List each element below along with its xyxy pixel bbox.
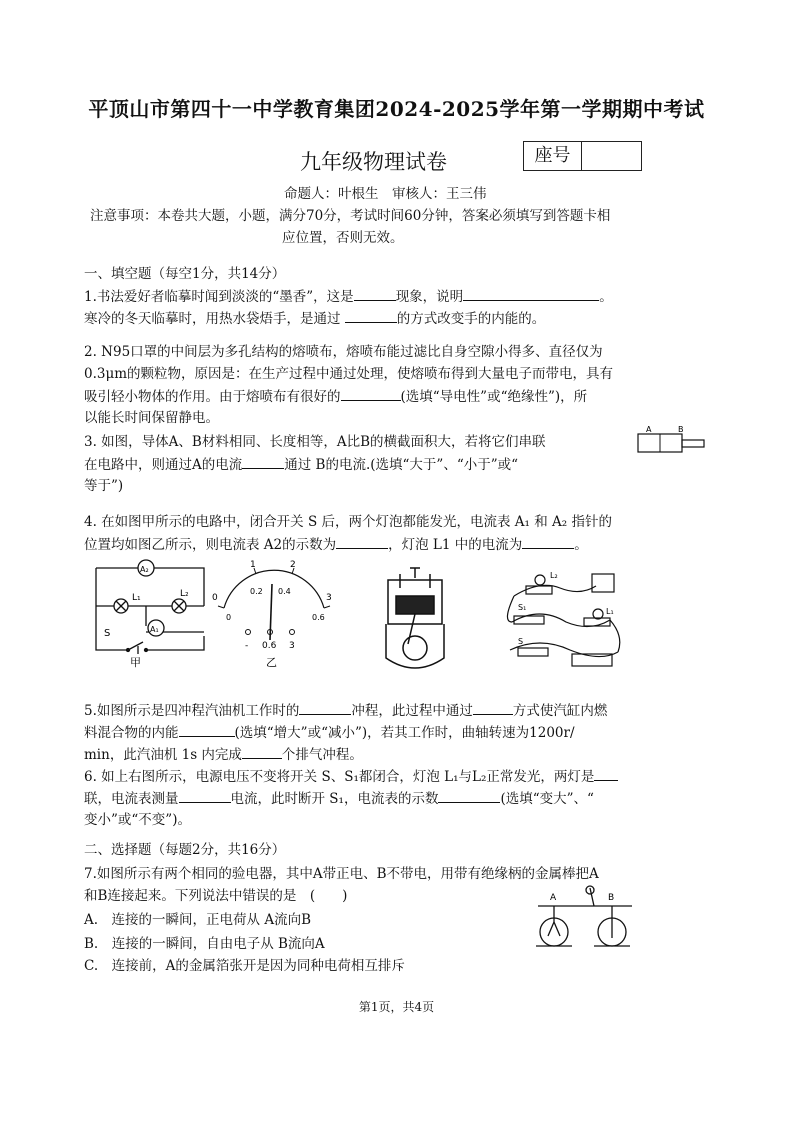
q3-text-a: 在电路中，则通过A的电流	[84, 457, 243, 473]
q2-text-a: 吸引轻小物体的作用。由于熔喷布有很好的	[84, 389, 341, 405]
q7-option-c: C. 连接前，A的金属箔张开是因为同种电荷相互排斥	[84, 958, 405, 974]
meter-bottom-0: 0	[226, 613, 232, 622]
q1-blank-2	[463, 286, 599, 301]
exam-subtitle: 九年级物理试卷	[300, 150, 447, 174]
q2-blank	[341, 386, 401, 401]
q4-text-b: ，灯泡 L1 中的电流为	[388, 537, 523, 553]
conductor-a-label: A	[646, 426, 652, 434]
q1-blank-3	[345, 308, 397, 323]
physical-circuit-figure	[500, 566, 628, 676]
meter-top-0: 0	[212, 593, 218, 603]
right-l1-label: L₁	[606, 607, 614, 616]
q6-text-d: (选填“变大”、“	[500, 791, 594, 807]
q1-text-e: 的方式改变手的内能的。	[396, 311, 546, 327]
right-l2-label: L₂	[550, 571, 558, 580]
terminal-neg: -	[245, 641, 249, 651]
q6-text-b: 联，电流表测量	[84, 791, 179, 807]
circuit-jia-label: 甲	[130, 656, 141, 668]
q6-line1	[84, 766, 618, 787]
engine-figure	[378, 566, 452, 678]
q5-text-f: min，此汽油机 1s 内完成	[84, 747, 242, 763]
q2-line2: 0.3μm的颗粒物，原因是：在生产过程中通过处理，使熔喷布得到大量电子而带电，具有	[84, 366, 614, 382]
conductor-b-label: B	[678, 426, 684, 434]
q3-text-b: 通过 B的电流.(选填“大于”、“小于”或“	[284, 457, 519, 473]
q6-blank-1	[594, 766, 618, 781]
q2-line1: 2. N95口罩的中间层为多孔结构的熔喷布，熔喷布能过滤比自身空隙小得多、直径仅为	[84, 344, 603, 360]
meter-bottom-2: 0.4	[278, 587, 291, 596]
q5-text-c: 方式使汽缸内燃	[512, 703, 608, 719]
q3-line3: 等于”)	[84, 478, 124, 494]
q7-option-a: A. 连接的一瞬间，正电荷从 A流向B	[84, 912, 312, 928]
terminal-06: 0.6	[262, 641, 277, 651]
electroscope-b-label: B	[608, 893, 615, 903]
section2-heading: 二、选择题（每题2分，共16分）	[84, 842, 286, 858]
q2-text-b: (选填“导电性”或“绝缘性”)，所	[400, 389, 588, 405]
q5-blank-2	[473, 700, 513, 715]
q7-option-b: B. 连接的一瞬间，自由电子从 B流向A	[84, 936, 325, 952]
conductor-figure	[630, 426, 710, 462]
electroscope-a-label: A	[550, 893, 557, 903]
notice-line-1: 注意事项：本卷共大题，小题，满分70分，考试时间60分钟，答案必须填写到答题卡相	[90, 208, 611, 224]
lamp-l2-label: L₂	[180, 589, 189, 599]
switch-s-label: S	[104, 628, 111, 639]
ammeter-yi-figure	[212, 560, 336, 670]
authors-line: 命题人：叶根生 审核人：王三伟	[284, 186, 487, 202]
q4-line1: 4. 在如图甲所示的电路中，闭合开关 S 后，两个灯泡都能发光，电流表 A₁ 和 A₂ 指针的	[84, 514, 612, 530]
q5-text-d: 料混合物的内能	[84, 725, 179, 741]
conductor-b-body	[682, 440, 704, 447]
q5-line2	[84, 722, 575, 743]
q3-line1: 3. 如图，导体A、B材料相同、长度相等，A比B的横截面积大，若将它们串联	[84, 434, 546, 450]
page-number: 第1页，共4页	[358, 1000, 435, 1014]
q6-text-c: 电流，此时断开 S₁，电流表的示数	[230, 791, 439, 807]
meter-bottom-3: 0.6	[312, 613, 325, 622]
q5-line1	[84, 700, 607, 721]
q4-blank-1	[336, 534, 388, 549]
seat-number-box	[523, 141, 642, 171]
electroscope-figure	[524, 884, 648, 954]
meter-top-3: 3	[326, 593, 332, 603]
q6-blank-3	[438, 788, 500, 803]
right-s-label: S	[518, 637, 524, 646]
notice-line-2: 应位置，否则无效。	[282, 230, 404, 246]
q5-blank-3	[179, 722, 235, 737]
seat-label: 座号	[524, 142, 582, 170]
meter-yi-label: 乙	[266, 656, 277, 669]
q6-line2	[84, 788, 594, 809]
q1-text-c: 。	[599, 289, 613, 305]
q4-line2	[84, 534, 588, 555]
circuit-jia-figure	[88, 556, 212, 668]
q4-blank-2	[522, 534, 574, 549]
meter-top-2: 2	[290, 560, 296, 570]
q5-text-e: (选填“增大”或“减小”)，若其工作时，曲轴转速为1200r/	[234, 725, 575, 741]
q3-line2	[84, 454, 518, 475]
exam-title: 平顶山市第四十一中学教育集团2024-2025学年第一学期期中考试	[88, 97, 705, 121]
q1-line2	[84, 308, 545, 329]
ammeter-a2-label: A₂	[140, 565, 149, 574]
q5-line3	[84, 744, 363, 765]
terminal-3: 3	[289, 641, 295, 651]
q4-text-c: 。	[574, 537, 588, 553]
q5-blank-1	[299, 700, 351, 715]
meter-bottom-1: 0.2	[250, 587, 263, 596]
lamp-l1-label: L₁	[132, 593, 141, 603]
q6-line3: 变小”或“不变”)。	[84, 812, 191, 828]
meter-top-1: 1	[250, 560, 256, 570]
right-s1-label: S₁	[518, 603, 527, 612]
q2-line4: 以能长时间保留静电。	[84, 410, 219, 426]
ammeter-a1-label: A₁	[150, 625, 159, 634]
q3-blank	[242, 454, 284, 469]
q1-text-d: 寒冷的冬天临摹时，用热水袋焐手，是通过	[84, 311, 341, 327]
q5-text-g: 个排气冲程。	[281, 747, 363, 763]
q5-text-a: 5.如图所示是四冲程汽油机工作时的	[84, 703, 300, 719]
q7-line1: 7.如图所示有两个相同的验电器，其中A带正电、B不带电，用带有绝缘柄的金属棒把A	[84, 866, 599, 882]
q1-blank-1	[354, 286, 396, 301]
q5-blank-4	[242, 744, 282, 759]
q4-text-a: 位置均如图乙所示，则电流表 A2的示数为	[84, 537, 337, 553]
q1-text-a: 1.书法爱好者临摹时闻到淡淡的“墨香”，这是	[84, 289, 354, 305]
q6-text-a: 6. 如上右图所示，电源电压不变将开关 S、S₁都闭合，灯泡 L₁与L₂正常发光，两灯是	[84, 769, 595, 785]
q5-text-b: 冲程，此过程中通过	[351, 703, 473, 719]
section1-heading: 一、填空题（每空1分，共14分）	[84, 266, 286, 282]
q1-line1	[84, 286, 613, 307]
q7-line2: 和B连接起来。下列说法中错误的是 ( )	[84, 888, 348, 904]
q1-text-b: 现象，说明	[395, 289, 464, 305]
q2-line3	[84, 386, 587, 407]
q6-blank-2	[179, 788, 231, 803]
terminal-3-dot	[290, 630, 295, 635]
terminal-neg-dot	[246, 630, 251, 635]
